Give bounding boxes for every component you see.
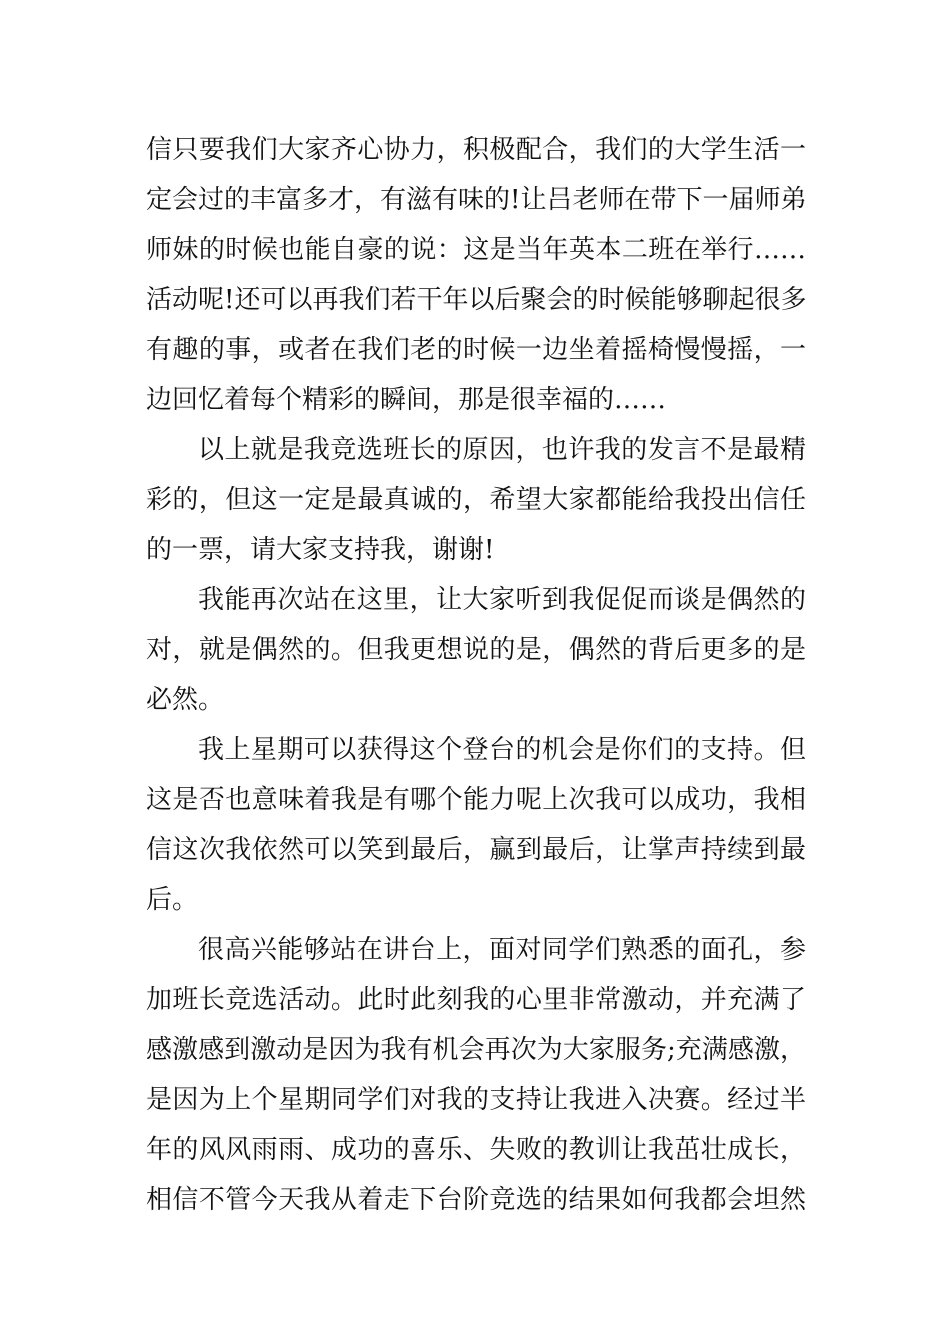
paragraph-first-line: 以上就是我竞选班长的原因，也许我的发言不是最精 [198,435,806,465]
text-line: 活动呢!还可以再我们若干年以后聚会的时候能够聊起很多 [146,285,807,315]
text-line: 信这次我依然可以笑到最后，赢到最后，让掌声持续到最 [146,835,806,865]
text-line: 对，就是偶然的。但我更想说的是，偶然的背后更多的是 [146,635,806,665]
text-line: 必然。 [146,685,225,715]
text-line: 边回忆着每个精彩的瞬间，那是很幸福的…… [146,385,667,415]
text-line: 定会过的丰富多才，有滋有味的!让吕老师在带下一届师弟 [146,185,807,215]
text-line: 的一票，请大家支持我，谢谢! [146,535,495,565]
text-line: 相信不管今天我从着走下台阶竞选的结果如何我都会坦然 [146,1185,806,1215]
text-line: 有趣的事，或者在我们老的时候一边坐着摇椅慢慢摇，一 [146,335,806,365]
paragraph-first-line: 很高兴能够站在讲台上，面对同学们熟悉的面孔，参 [198,935,806,965]
text-line: 彩的，但这一定是最真诚的，希望大家都能给我投出信任 [146,485,806,515]
text-line: 信只要我们大家齐心协力，积极配合，我们的大学生活一 [146,135,806,165]
text-line: 是因为上个星期同学们对我的支持让我进入决赛。经过半 [146,1085,806,1115]
paragraph-first-line: 我上星期可以获得这个登台的机会是你们的支持。但 [198,735,806,765]
text-line: 这是否也意味着我是有哪个能力呢上次我可以成功，我相 [146,785,806,815]
paragraph-first-line: 我能再次站在这里，让大家听到我促促而谈是偶然的 [198,585,806,615]
document-body [146,125,806,1225]
text-line: 感激感到激动是因为我有机会再次为大家服务;充满感激， [146,1035,806,1065]
text-line: 加班长竞选活动。此时此刻我的心里非常激动，并充满了 [146,985,806,1015]
text-line: 后。 [146,885,199,915]
text-line: 师妹的时候也能自豪的说：这是当年英本二班在举行…… [146,235,806,265]
text-line: 年的风风雨雨、成功的喜乐、失败的教训让我茁壮成长， [146,1135,806,1165]
